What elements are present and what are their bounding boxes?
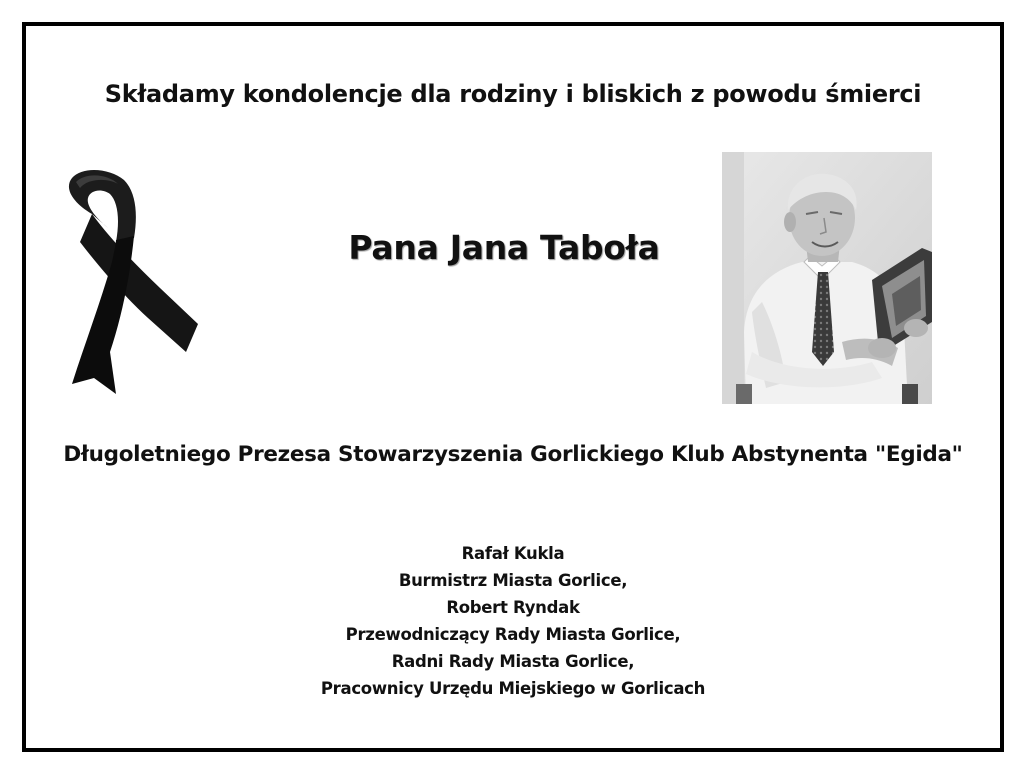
condolence-card [22, 22, 1004, 752]
deceased-name: Pana Jana Taboła [348, 228, 660, 267]
signer-line: Radni Rady Miasta Gorlice, [391, 652, 635, 671]
signer-line: Rafał Kukla [461, 544, 565, 563]
signers-block [26, 540, 1000, 702]
signer-line: Burmistrz Miasta Gorlice, [398, 571, 628, 590]
portrait-image [722, 152, 932, 404]
mourning-ribbon-icon [52, 166, 202, 396]
signer-line: Robert Ryndak [446, 598, 580, 617]
deceased-role: Długoletniego Prezesa Stowarzyszenia Gorlickiego Klub Abstynenta "Egida" [63, 442, 963, 467]
signer-line: Przewodniczący Rady Miasta Gorlice, [345, 625, 681, 644]
portrait-photo [722, 152, 932, 404]
condolence-headline: Składamy kondolencje dla rodziny i bliskich z powodu śmierci [104, 80, 922, 108]
signer-line: Pracownicy Urzędu Miejskiego w Gorlicach [320, 679, 706, 698]
